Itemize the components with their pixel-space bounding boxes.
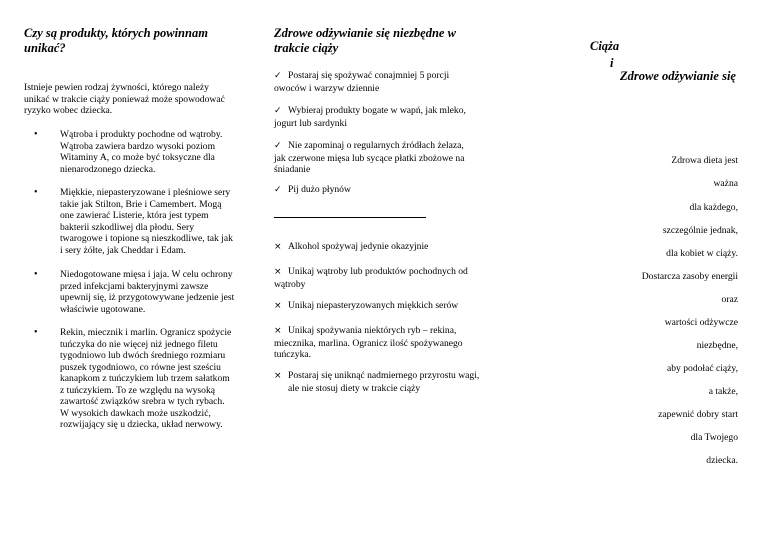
text-line: tuńczyka. [274,349,312,360]
text-line: przed infekcjami bakteryjnymi zawsze [60,280,209,292]
text-line: Rekin, miecznik i marlin. Ogranicz spożycie [60,327,232,338]
cover-title-and: i [610,56,614,70]
text-line: jogurt lub sardynki [274,117,348,129]
text-line: Unikaj wątroby lub produktów pochodnych od [288,266,468,277]
cross-icon: × [274,301,282,311]
text-line: śniadanie [274,164,311,175]
text-line: one zawierać Listerie, która jest typem [60,210,209,221]
checkmark-icon: ✓ [274,106,282,116]
text-line: owoców i warzyw dziennie [274,82,380,94]
text-line: jak czerwone mięsa lub sycące płatki zbożowe na [274,152,465,164]
bullet-icon: • [34,269,38,280]
diet-line: szczególnie jednak, [662,225,738,236]
text-line: Alkohol spożywaj jedynie okazyjnie [288,241,429,252]
checkmark-icon: ✓ [274,141,282,151]
text-line: bakterii szkodliwej dla płodu. Sery [60,221,195,233]
text-line: Witaminy A, co może być toksyczne dla [60,152,215,163]
foods-to-avoid-heading [24,26,248,56]
bullet-icon: • [34,187,38,198]
dont-item [274,370,500,394]
text-line: Unikaj niepasteryzowanych miękkich serów [288,300,459,311]
text-line: tygodniowo lub dwóch średniego rozmiaru [60,350,226,361]
do-item [274,184,500,197]
text-line: Niedogotowane mięsa i jaja. W celu ochrony [60,269,233,280]
intro-paragraph [24,82,248,117]
text-line: kanapkom z tuńczykiem lub trzem sałatkom [60,373,230,384]
text-line: z tuńczykiem. To ze względu na wysoką [60,384,215,396]
diet-line: oraz [721,294,738,305]
do-item [274,105,500,129]
cross-icon: × [274,242,282,252]
bullet-icon: • [34,129,38,140]
text-line: Wątroba i produkty pochodne od wątroby. [60,129,223,140]
diet-line: niezbędne, [696,340,738,351]
text-line: wątroby [274,278,306,290]
text-line: tuńczyka do nie więcej niż jednego filetu [60,338,218,350]
heading-line: unikać? [24,41,66,55]
text-line: puszek tygodniowo, co równe jest sześciu [60,361,221,373]
diet-line: a także, [708,386,738,397]
text-line: nienarodzonego dziecka. [60,163,156,175]
cross-icon: × [274,267,282,277]
bullet-icon: • [34,327,38,338]
text-line: Miękkie, niepasteryzowane i pleśniowe sery [60,187,231,198]
text-line: miecznika, marlina. Ogranicz ilość spożywanego [274,337,463,349]
text-line: Unikaj spożywania niektórych ryb – rekina, [288,325,457,336]
dont-item [274,325,500,361]
cover-title-healthy-eating: Zdrowe odżywianie się [620,69,736,83]
text-line: Wybieraj produkty bogate w wapń, jak mleko, [288,105,466,116]
heading-line: trakcie ciąży [274,41,339,55]
diet-line: wartości odżywcze [664,317,738,328]
text-line: właściwie ugotowane. [60,303,146,315]
text-line: unikać w trakcie ciąży ponieważ może spowodować [24,93,225,105]
cover-title-pregnancy: Ciąża [590,39,620,53]
text-line: W wysokich dawkach może uszkodzić, [60,407,211,419]
text-line: i sery żółte, jak Cheddar i Edam. [60,244,186,256]
text-line: Pij dużo płynów [288,184,351,195]
text-line: Wątroba zawiera bardzo wysoki poziom [60,140,216,152]
checkmark-icon: ✓ [274,71,282,81]
section-divider [274,217,426,218]
text-line: ryzyko wobec dziecka. [24,105,113,116]
checkmark-icon: ✓ [274,185,282,195]
text-line: Istnieje pewien rodzaj żywności, którego należy [24,82,209,93]
dont-item [274,241,500,254]
diet-line: Zdrowa dieta jest [671,155,738,166]
cross-icon: × [274,326,282,336]
diet-line: dla kobiet w ciąży. [666,248,738,259]
diet-line: Dostarcza zasoby energii [641,271,738,282]
diet-line: zapewnić dobry start [658,409,738,420]
text-line: upewnij się, iż przygotowywane jedzenie jest [60,292,235,303]
heading-line: Zdrowe odżywianie się niezbędne w [274,26,456,40]
text-line: takie jak Stilton, Brie i Camembert. Mogą [60,198,222,210]
text-line: twarogowe i topione są nieszkodliwe, tak jak [60,233,233,244]
text-line: ale nie stosuj diety w trakcie ciąży [288,382,421,394]
diet-line: dziecka. [706,455,738,466]
diet-line: dla Twojego [690,432,738,443]
cross-icon: × [274,371,282,381]
text-line: Postaraj się spożywać conajmniej 5 porcji [288,70,450,81]
dont-item [274,300,500,313]
do-item [274,70,500,94]
heading-line: Czy są produkty, których powinnam [24,26,208,40]
do-item [274,140,500,176]
text-line: rozwijający się u dziecka, układ nerwowy. [60,419,223,430]
healthy-eating-heading [274,26,500,56]
diet-line: dla każdego, [689,202,738,213]
text-line: Postaraj się uniknąć nadmiernego przyrostu wagi, [288,370,480,381]
text-line: Nie zapominaj o regularnych źródłach żelaza, [288,140,464,151]
dont-item [274,266,500,290]
diet-line: aby podołać ciąży, [666,363,738,374]
text-line: zawartość związków srebra w tych rybach. [60,396,225,407]
diet-line: ważna [713,178,738,189]
